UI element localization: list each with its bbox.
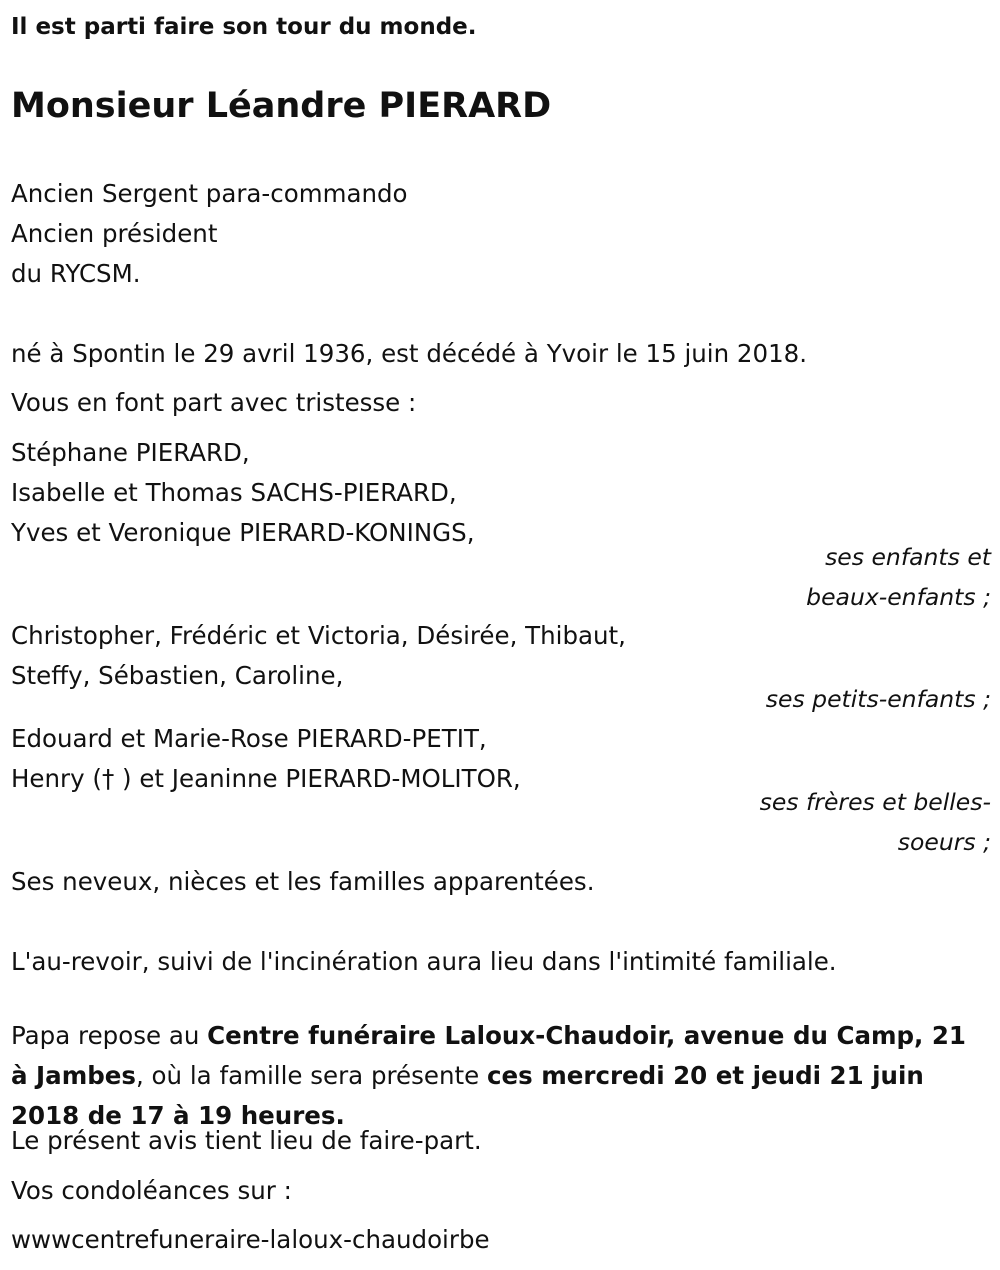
- titles-block: [11, 174, 408, 294]
- children-list: [11, 433, 475, 553]
- list-item: Stéphane PIERARD,: [11, 438, 250, 467]
- notice-text-line: Le présent avis tient lieu de faire-part.: [11, 1126, 482, 1155]
- intro-line: Il est parti faire son tour du monde.: [11, 14, 477, 40]
- condolences-line: Vos condoléances sur :: [11, 1176, 292, 1205]
- deceased-name: Monsieur Léandre PIERARD: [11, 86, 552, 126]
- title-line: Ancien Sergent para-commando: [11, 179, 408, 208]
- role-line: beaux-enfants ;: [806, 583, 991, 611]
- list-item: Yves et Veronique PIERARD-KONINGS,: [11, 518, 475, 547]
- birth-death-line: né à Spontin le 29 avril 1936, est décédé à Yvoir le 15 juin 2018.: [11, 339, 808, 368]
- title-line: Ancien président: [11, 219, 218, 248]
- list-item: Edouard et Marie-Rose PIERARD-PETIT,: [11, 724, 487, 753]
- role-line: ses frères et belles-: [759, 788, 991, 816]
- role-line: ses petits-enfants ;: [765, 685, 991, 713]
- grandchildren-list: [11, 616, 626, 696]
- rest-paragraph: [11, 1016, 986, 1136]
- rest-place: Centre funéraire Laloux-Chaudoir, avenue du Camp, 21 à Jambes: [11, 1020, 966, 1090]
- website-line: wwwcentrefuneraire-laloux-chaudoirbe: [11, 1225, 490, 1254]
- children-role: [806, 537, 991, 617]
- rest-dates: ces mercredi 20 et jeudi 21 juin 2018 de 17 à 19 heures.: [11, 1060, 924, 1130]
- grandchildren-role: [766, 679, 991, 719]
- role-line: ses enfants et: [825, 543, 991, 571]
- rest-middle: , où la famille sera présente: [135, 1060, 487, 1090]
- siblings-role: [760, 782, 991, 862]
- ceremony-line: L'au-revoir, suivi de l'incinération aura lieu dans l'intimité familiale.: [11, 947, 837, 976]
- rest-prefix: Papa repose au: [11, 1020, 208, 1050]
- list-item: Isabelle et Thomas SACHS-PIERARD,: [11, 478, 457, 507]
- role-line: soeurs ;: [897, 828, 991, 856]
- list-item: Henry († ) et Jeaninne PIERARD-MOLITOR,: [11, 764, 521, 793]
- list-item: Christopher, Frédéric et Victoria, Désirée, Thibaut,: [11, 621, 626, 650]
- relatives-line: Ses neveux, nièces et les familles apparentées.: [11, 867, 595, 896]
- title-line: du RYCSM.: [11, 259, 141, 288]
- list-item: Steffy, Sébastien, Caroline,: [11, 661, 344, 690]
- siblings-list: [11, 719, 521, 799]
- announce-line: Vous en font part avec tristesse :: [11, 388, 417, 417]
